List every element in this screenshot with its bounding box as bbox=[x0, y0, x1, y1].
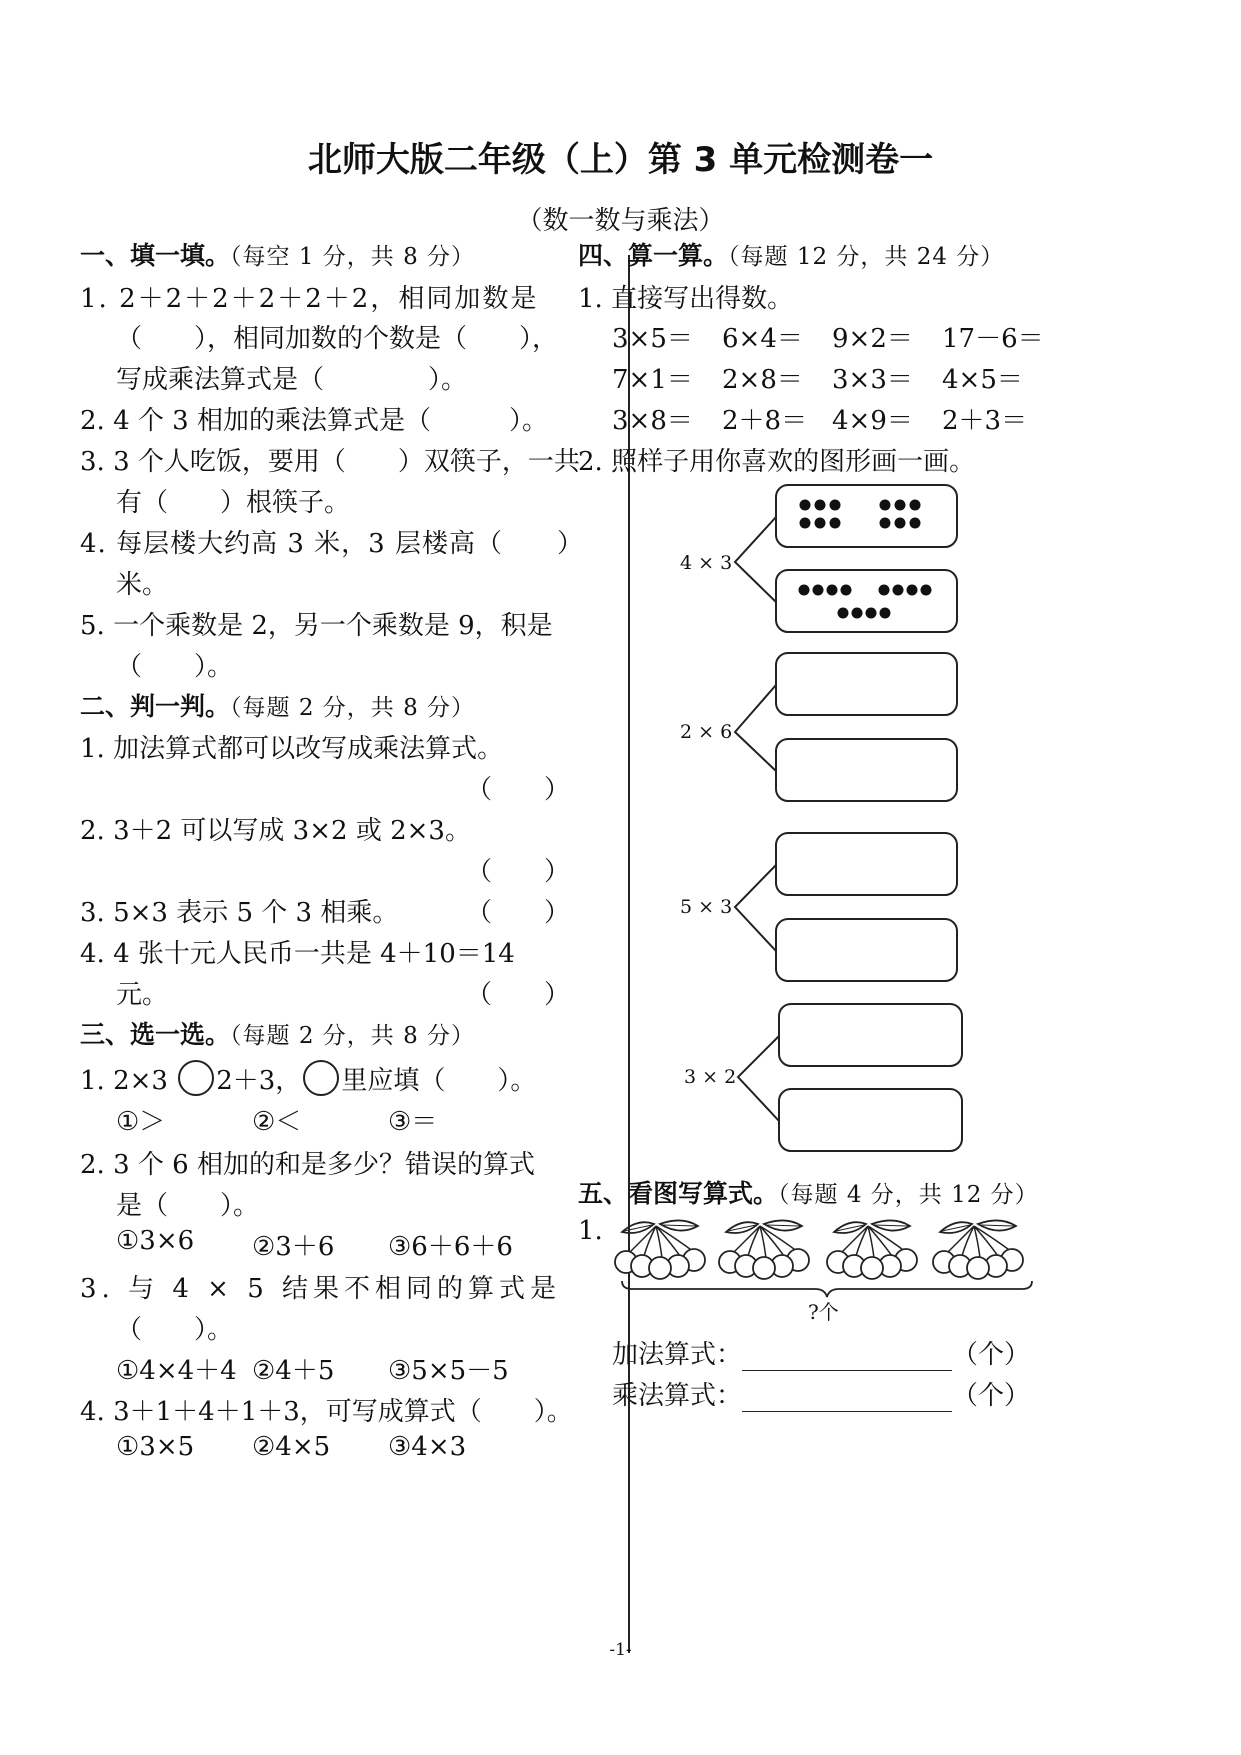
multiplication-unit: （个） bbox=[952, 1381, 1031, 1411]
calc-1-2: 6×4＝ bbox=[722, 324, 803, 354]
q3-1-option-2[interactable]: ②＜ bbox=[252, 1107, 302, 1137]
multiplication-answer-line[interactable] bbox=[742, 1383, 952, 1412]
calc-1-3: 9×2＝ bbox=[832, 324, 913, 354]
q4-2: 2. 照样子用你喜欢的图形画一画。 bbox=[578, 447, 976, 477]
q4-1: 1. 直接写出得数。 bbox=[578, 284, 794, 314]
label-4x3: 4 × 3 bbox=[680, 552, 733, 574]
calc-2-1: 7×1＝ bbox=[612, 365, 693, 395]
q1-1-line3: 写成乘法算式是（ ）。 bbox=[116, 365, 468, 395]
q2-4-line1: 4. 4 张十元人民币一共是 4＋10＝14 bbox=[80, 939, 515, 969]
section-4-title: 四、算一算。 bbox=[578, 241, 729, 270]
page-number: -1- bbox=[609, 1640, 632, 1660]
q1-3-line2: 有（ ）根筷子。 bbox=[116, 488, 351, 518]
multiplication-expression-row bbox=[612, 1375, 1030, 1412]
q3-2-option-3[interactable]: ③6＋6＋6 bbox=[388, 1232, 513, 1262]
calc-2-3: 3×3＝ bbox=[832, 365, 913, 395]
q1-2: 2. 4 个 3 相加的乘法算式是（ ）。 bbox=[80, 406, 548, 436]
q2-3-answer-paren[interactable]: （ ） bbox=[466, 898, 571, 928]
page-title: 北师大版二年级（上）第 3 单元检测卷一 bbox=[307, 140, 934, 180]
calc-3-1: 3×8＝ bbox=[612, 406, 693, 436]
section-3-title: 三、选一选。 bbox=[80, 1020, 231, 1049]
q2-1: 1. 加法算式都可以改写成乘法算式。 bbox=[80, 734, 504, 764]
section-1-points: （每空 1 分，共 8 分） bbox=[230, 244, 476, 270]
calc-3-3: 4×9＝ bbox=[832, 406, 913, 436]
addition-unit: （个） bbox=[952, 1340, 1031, 1370]
q1-5-line1: 5. 一个乘数是 2，另一个乘数是 9，积是 bbox=[80, 611, 553, 641]
q2-4-line2: 元。 bbox=[116, 980, 169, 1010]
label-5x3: 5 × 3 bbox=[680, 896, 733, 918]
multiplication-label: 乘法算式： bbox=[612, 1381, 743, 1411]
q3-1-post: 里应填（ ）。 bbox=[341, 1066, 537, 1096]
q3-3-option-1[interactable]: ①4×4＋4 bbox=[116, 1356, 237, 1386]
calc-2-2: 2×8＝ bbox=[722, 365, 803, 395]
section-5-title: 五、看图写算式。 bbox=[578, 1179, 779, 1208]
q3-1-option-1[interactable]: ①＞ bbox=[116, 1107, 166, 1137]
q1-5-line2: （ ）。 bbox=[116, 652, 234, 682]
q2-4-answer-paren[interactable]: （ ） bbox=[466, 980, 571, 1010]
q1-4-line1: 4. 每层楼大约高 3 米，3 层楼高（ ） bbox=[80, 529, 584, 559]
q2-2-answer-paren[interactable]: （ ） bbox=[466, 857, 571, 887]
cherry-bunch-4 bbox=[933, 1220, 1023, 1279]
calc-3-4: 2＋3＝ bbox=[942, 406, 1028, 436]
q3-4-option-2[interactable]: ②4×5 bbox=[252, 1432, 331, 1462]
addition-expression-row bbox=[612, 1334, 1030, 1371]
q3-3-option-2[interactable]: ②4＋5 bbox=[252, 1356, 335, 1386]
label-3x2: 3 × 2 bbox=[684, 1066, 737, 1088]
q3-4-option-3[interactable]: ③4×3 bbox=[388, 1432, 467, 1462]
q3-4-option-1[interactable]: ①3×5 bbox=[116, 1432, 195, 1462]
cherry-bunch-1 bbox=[615, 1220, 705, 1279]
cherry-bunch-3 bbox=[827, 1220, 917, 1279]
brace bbox=[622, 1281, 1032, 1297]
page-subtitle: （数一数与乘法） bbox=[516, 206, 725, 236]
q3-4-line1: 4. 3＋1＋4＋1＋3，可写成算式（ ）。 bbox=[80, 1397, 573, 1427]
q3-3-line2: （ ）。 bbox=[116, 1315, 234, 1345]
section-3-points: （每题 2 分，共 8 分） bbox=[230, 1023, 476, 1049]
section-2-points: （每题 2 分，共 8 分） bbox=[230, 695, 476, 721]
section-4-points: （每题 12 分，共 24 分） bbox=[728, 244, 1005, 270]
q2-1-answer-paren[interactable]: （ ） bbox=[466, 775, 571, 805]
q3-2-line1: 2. 3 个 6 相加的和是多少？错误的算式 bbox=[80, 1150, 535, 1180]
q3-2-line2: 是（ ）。 bbox=[116, 1191, 260, 1221]
q3-3-option-3[interactable]: ③5×5－5 bbox=[388, 1356, 509, 1386]
q3-1-pre: 1. 2×3 bbox=[80, 1066, 168, 1096]
q2-2: 2. 3＋2 可以写成 3×2 或 2×3。 bbox=[80, 816, 471, 846]
section-5-points: （每题 4 分，共 12 分） bbox=[778, 1182, 1039, 1208]
q1-3-line1: 3. 3 个人吃饭，要用（ ）双筷子，一共 bbox=[80, 447, 580, 477]
calc-3-2: 2＋8＝ bbox=[722, 406, 808, 436]
section-1-title: 一、填一填。 bbox=[80, 241, 231, 270]
q3-1-option-3[interactable]: ③＝ bbox=[388, 1107, 438, 1137]
q1-1-line1: 1. 2＋2＋2＋2＋2＋2，相同加数是 bbox=[80, 284, 539, 314]
q3-2-option-1[interactable]: ①3×6 bbox=[116, 1226, 195, 1256]
brace-label: ?个 bbox=[808, 1300, 839, 1324]
section-2-title: 二、判一判。 bbox=[80, 692, 231, 721]
calc-1-4: 17－6＝ bbox=[942, 324, 1044, 354]
q5-1-number: 1. bbox=[578, 1216, 603, 1246]
q3-3-line1: 3. 与 4 × 5 结果不相同的算式是 bbox=[80, 1274, 561, 1304]
q2-3: 3. 5×3 表示 5 个 3 相乘。 bbox=[80, 898, 399, 928]
addition-label: 加法算式： bbox=[612, 1340, 743, 1370]
q3-1-mid: 2＋3， bbox=[216, 1066, 302, 1096]
calc-2-4: 4×5＝ bbox=[942, 365, 1023, 395]
q3-2-option-2[interactable]: ②3＋6 bbox=[252, 1232, 335, 1262]
calc-1-1: 3×5＝ bbox=[612, 324, 693, 354]
cherry-bunch-2 bbox=[719, 1220, 809, 1279]
addition-answer-line[interactable] bbox=[742, 1342, 952, 1371]
q1-1-line2: （ ），相同加数的个数是（ ）， bbox=[116, 324, 559, 354]
label-2x6: 2 × 6 bbox=[680, 721, 733, 743]
q1-4-line2: 米。 bbox=[116, 570, 169, 600]
